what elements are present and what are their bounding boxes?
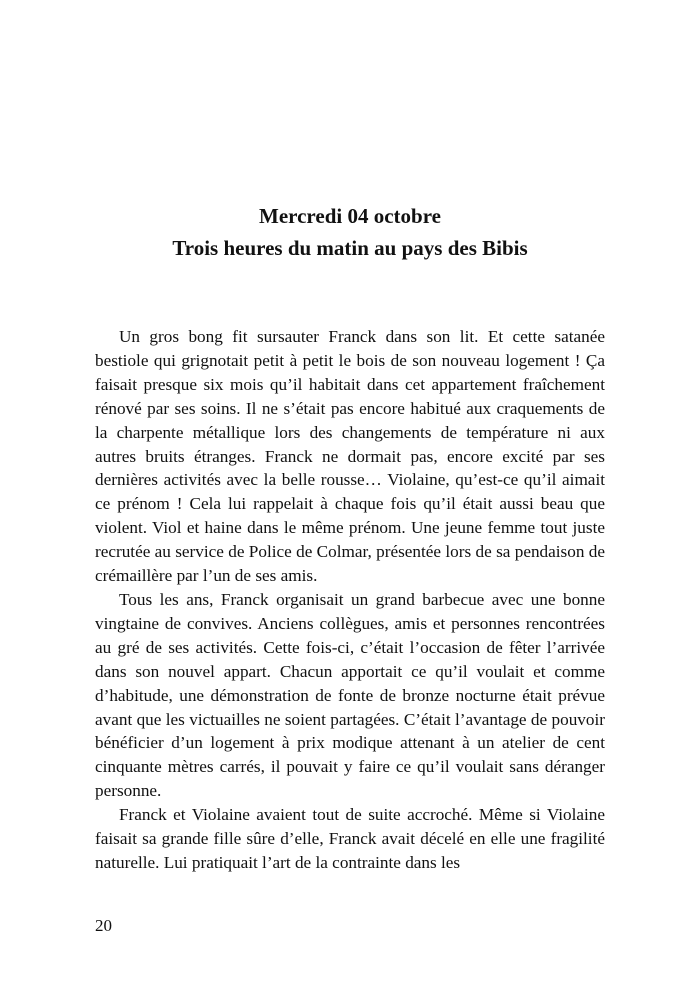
page-number: 20 xyxy=(95,916,112,935)
paragraph: Franck et Violaine avaient tout de suite accroché. Même si Violaine faisait sa grande fille sûre d’elle, Franck avait décelé en elle une fragilité naturelle. Lui pratiquait l’art de la contrainte dans les xyxy=(95,805,605,872)
chapter-heading xyxy=(0,200,700,264)
chapter-date: Mercredi 04 octobre xyxy=(259,204,441,228)
chapter-subtitle: Trois heures du matin au pays des Bibis xyxy=(172,236,528,260)
paragraph: Tous les ans, Franck organisait un grand barbecue avec une bonne vingtaine de convives. Anciens collègues, amis et personnes rencontrées au gré de ses activités. Cette fois-ci, c’était l’occasion de fêter l’arrivée dans son nouvel appart. Chacun apportait ce qu’il voulait et comme d’habitude, une démonstration de fonte de bronze nocturne était prévue avant que les victuailles ne soient partagées. C’était l’avantage de pouvoir bénéficier d’un logement à prix modique attenant à un atelier de cent cinquante mètres carrés, il pouvait y faire ce qu’il voulait sans déranger personne. xyxy=(95,589,605,801)
body-text xyxy=(95,325,605,875)
paragraph: Un gros bong fit sursauter Franck dans son lit. Et cette satanée bestiole qui grignotait petit à petit le bois de son nouveau logement ! Ça faisait presque six mois qu’il habitait dans cet appartement fraîchement rénové par ses soins. Il ne s’était pas encore habitué aux craquements de la charpente métallique lors des changements de température ni aux autres bruits étranges. Franck ne dormait pas, encore excité par ses dernières activités avec la belle rousse… Violaine, qu’est-ce qu’il aimait ce prénom ! Cela lui rappelait à chaque fois qu’il était aussi beau que violent. Viol et haine dans le même prénom. Une jeune femme tout juste recrutée au service de Police de Colmar, présentée lors de sa pendaison de crémaillère par l’un de ses amis. xyxy=(95,327,605,586)
